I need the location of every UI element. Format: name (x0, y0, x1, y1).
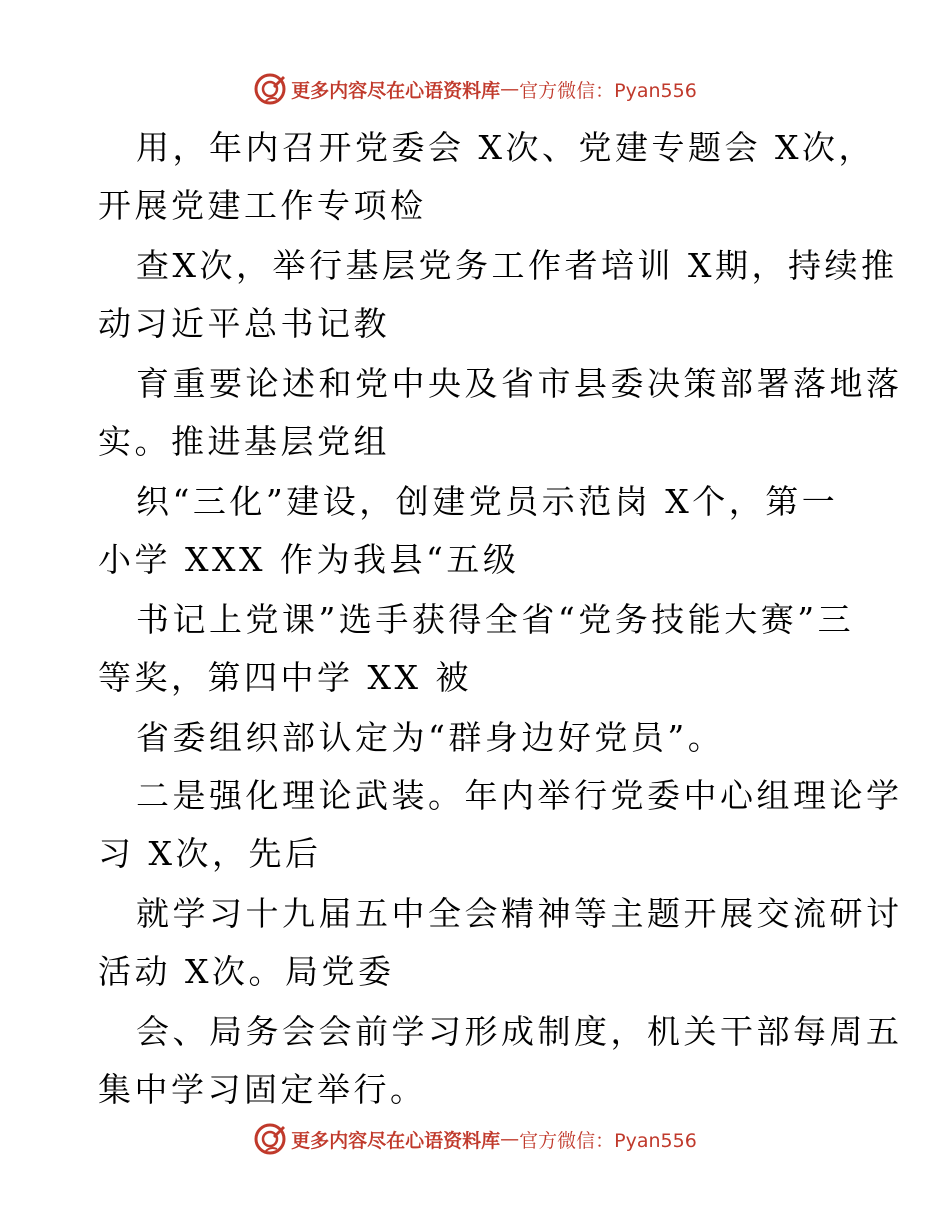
watermark-contact-text: 官方微信：Pyan556 (519, 1129, 697, 1152)
body-line: 习 X次，先后 (98, 834, 322, 873)
logo-icon (253, 72, 287, 106)
body-line: 省委组织部认定为“群身边好党员”。 (136, 718, 725, 757)
body-line: 实。推进基层党组 (98, 422, 390, 461)
body-line: 开展党建工作专项检 (98, 186, 427, 225)
footer-watermark (0, 1122, 950, 1156)
body-line: 集中学习固定举行。 (98, 1070, 427, 1109)
body-line: 就学习十九届五中全会精神等主题开展交流研讨 (136, 894, 903, 933)
body-line: 查X次，举行基层党务工作者培训 X期，持续推 (136, 246, 898, 285)
watermark-main-text: 更多内容尽在心语资料库 (291, 1129, 501, 1152)
body-line: 会、局务会会前学习形成制度，机关干部每周五 (136, 1012, 903, 1051)
body-line: 书记上党课”选手获得全省“党务技能大赛”三 (136, 600, 855, 639)
body-line: 育重要论述和党中央及省市县委决策部署落地落 (136, 364, 903, 403)
header-watermark (0, 72, 950, 106)
body-line: 织“三化”建设，创建党员示范岗 X个，第一 (136, 482, 839, 521)
body-line: 等奖，第四中学 XX 被 (98, 658, 472, 697)
watermark-contact-text: 官方微信：Pyan556 (519, 79, 697, 102)
body-line: 二是强化理论武装。年内举行党委中心组理论学 (136, 776, 903, 815)
body-line: 动习近平总书记教 (98, 304, 390, 343)
watermark-dash: — (500, 78, 520, 100)
body-line: 用，年内召开党委会 X次、党建专题会 X次， (136, 128, 875, 167)
body-line: 活动 X次。局党委 (98, 952, 395, 991)
watermark-main-text: 更多内容尽在心语资料库 (291, 79, 501, 102)
logo-icon (253, 1122, 287, 1156)
body-line: 小学 XXX 作为我县“五级 (98, 540, 520, 579)
watermark-dash: — (500, 1128, 520, 1150)
